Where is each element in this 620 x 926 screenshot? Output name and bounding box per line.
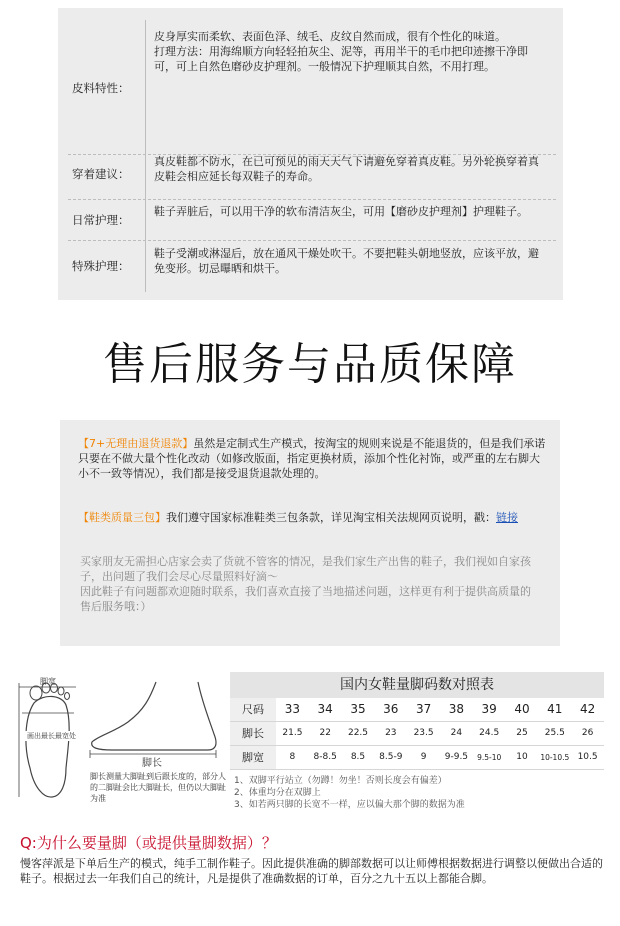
return-policy-tag: 【7+无理由退货退款】: [78, 437, 194, 450]
material-properties-panel: [58, 8, 563, 300]
foot-length-caption: 脚长测量大脚趾到后跟长度的，部分人的二脚趾会比大脚趾长，但仍以大脚趾为准: [90, 772, 226, 803]
size-chart-cell: 24.5: [479, 728, 500, 738]
size-chart-cell: 8.5: [350, 752, 366, 762]
size-chart-row: [230, 698, 604, 722]
size-chart-cell: 22.5: [347, 728, 369, 738]
faq-title: Q:为什么要量脚（或提供量脚数据）？: [20, 834, 277, 852]
size-chart-cell: 42: [579, 702, 596, 716]
warranty-tag: 【鞋类质量三包】: [78, 511, 166, 524]
size-chart-row: [230, 746, 604, 770]
size-chart-cell: 41: [547, 702, 563, 716]
size-chart-cell: 21.5: [282, 728, 303, 738]
foot-measure-tag: 画出最长最宽处: [27, 732, 76, 740]
size-chart-cell: 23.5: [413, 728, 434, 738]
size-chart-notes: [234, 775, 614, 811]
size-chart-row: [230, 722, 604, 746]
size-chart-cell: 10-10.5: [540, 753, 570, 762]
divider: [68, 199, 556, 200]
page-title: 售后服务与品质保障: [103, 339, 517, 390]
size-note: 3、如若两只脚的长宽不一样，应以偏大那个脚的数据为准: [234, 800, 465, 810]
warranty-link[interactable]: 链接: [496, 511, 518, 524]
wear-label: 穿着建议：: [72, 167, 130, 181]
size-chart-cell: 38: [448, 702, 465, 716]
size-chart: [230, 672, 604, 770]
size-chart-cell: 34: [317, 702, 333, 716]
foot-side-icon: [88, 678, 223, 758]
daily-care-text: 鞋子弄脏后，可以用干净的软布清洁灰尘，可用【磨砂皮护理剂】护理鞋子。: [154, 205, 528, 218]
size-note: 1、双脚平行站立（勿蹲！勿坐！否则长度会有偏差）: [234, 776, 447, 786]
daily-care-label: 日常护理：: [72, 213, 130, 227]
size-chart-cell: 37: [415, 702, 432, 716]
size-chart-cell: 8: [289, 752, 296, 762]
size-chart-cell: 40: [514, 702, 530, 716]
size-chart-cell: 10: [516, 752, 528, 762]
size-chart-cell: 25: [516, 728, 528, 738]
size-chart-cell: 8.5-9: [379, 752, 403, 762]
size-chart-row-header: 尺码: [230, 698, 276, 721]
size-chart-cell: 33: [284, 702, 301, 716]
size-chart-cell: 39: [481, 702, 497, 716]
foot-width-label: 脚宽: [40, 677, 56, 686]
size-chart-cell: 23: [385, 728, 397, 738]
special-care-text: 鞋子受潮或淋湿后，放在通风干燥处吹干。不要把鞋头朝地竖放，应该平放，避免变形。切忌曝晒和烘干。: [154, 247, 539, 275]
size-chart-cell: 9.5-10: [477, 753, 502, 762]
material-text: 皮身厚实而柔软、表面色泽、绒毛、皮纹自然而成，很有个性化的味道。 打理方法：用海绵顺方向轻轻拍灰尘、泥等，再用半干的毛巾把印迹擦干净即可，可上自然色磨砂皮护理剂。一般情况下护理顺其自然，不用打理。: [154, 30, 528, 73]
wear-text: 真皮鞋都不防水，在已可预见的雨天天气下请避免穿着真皮鞋。另外轮换穿着真皮鞋会相应延长每双鞋子的寿命。: [154, 155, 539, 183]
return-policy-paragraph: [78, 436, 548, 481]
divider: [68, 240, 556, 241]
warranty-text: 我们遵守国家标准鞋类三包条款，详见淘宝相关法规网页说明，戳：: [166, 511, 496, 524]
size-chart-cell: 36: [383, 702, 399, 716]
size-chart-cell: 9: [420, 752, 427, 762]
material-label: 皮料特性：: [72, 81, 130, 95]
size-chart-cell: 26: [581, 728, 594, 738]
return-policy-text: 虽然是定制式生产模式，按淘宝的规则来说是不能退货的，但是我们承诺只要在不做大量个性化改动（如修改版面，指定更换材质，添加个性化衬饰，或严重的左右脚大小不一致等情况），我们都是接受退货退款处理的。: [78, 437, 546, 480]
special-care-label: 特殊护理：: [72, 259, 130, 273]
foot-length-label: 脚长: [142, 758, 162, 769]
size-chart-cell: 25.5: [544, 728, 565, 738]
size-chart-cell: 35: [350, 702, 366, 716]
service-note: 买家朋友无需担心店家会卖了货就不管客的情况，是我们家生产出售的鞋子，我们视如自家孩子，出问题了我们会尽心尽量照料好滴～ 因此鞋子有问题都欢迎随时联系，我们喜欢直接了当地描述问题，这样更有利于提供高质量的售后服务哦：）: [80, 555, 531, 613]
size-chart-cell: 10.5: [577, 752, 598, 762]
warranty-paragraph: [78, 510, 548, 525]
size-chart-title: 国内女鞋量脚码数对照表: [230, 672, 604, 698]
size-chart-cell: 9-9.5: [444, 752, 469, 762]
faq-body: 慢客萍派是下单后生产的模式，纯手工制作鞋子。因此提供准确的脚部数据可以让师傅根据数据进行调整以便做出合适的鞋子。根据过去一年我们自己的统计，凡是提供了准确数据的订单，百分之九十五以上都能合脚。: [20, 857, 603, 885]
size-chart-cell: 24: [450, 728, 463, 738]
size-note: 2、体重均分在双脚上: [234, 788, 321, 798]
size-chart-cell: 22: [319, 728, 331, 738]
size-chart-cell: 8-8.5: [313, 752, 337, 762]
size-chart-row-header: 脚宽: [230, 746, 276, 769]
size-chart-row-header: 脚长: [230, 722, 276, 745]
after-sales-policy-panel: [60, 420, 560, 646]
